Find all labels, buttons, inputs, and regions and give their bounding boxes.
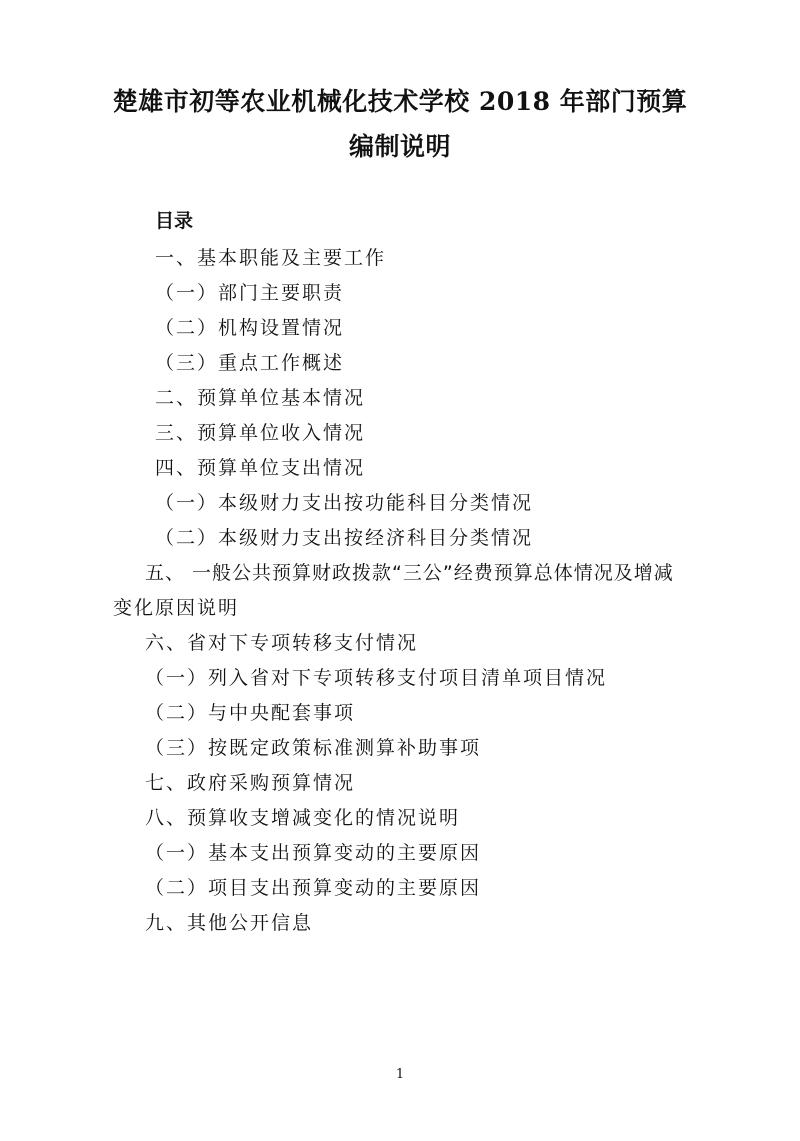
toc-item: （二）机构设置情况 — [155, 317, 345, 339]
toc-item: （三）重点工作概述 — [155, 352, 345, 374]
toc-item: （二）项目支出预算变动的主要原因 — [145, 877, 482, 899]
toc-item: （二）本级财力支出按经济科目分类情况 — [155, 527, 534, 549]
toc-item: 三、预算单位收入情况 — [155, 422, 366, 444]
toc-item: 八、预算收支增减变化的情况说明 — [145, 807, 461, 829]
page-number: 1 — [395, 1067, 405, 1082]
toc-item: （一）列入省对下专项转移支付项目清单项目情况 — [145, 667, 608, 689]
toc-item: 七、政府采购预算情况 — [145, 772, 356, 794]
toc-item: （一）部门主要职责 — [155, 282, 345, 304]
document-title-line-1: 楚雄市初等农业机械化技术学校 2018 年部门预算 — [112, 87, 688, 116]
toc-item: （一）本级财力支出按功能科目分类情况 — [155, 492, 534, 514]
toc-item: （三）按既定政策标准测算补助事项 — [145, 737, 482, 759]
toc-item: 四、预算单位支出情况 — [155, 457, 366, 479]
toc-item-continuation: 变化原因说明 — [113, 597, 240, 619]
toc-item: 二、预算单位基本情况 — [155, 387, 366, 409]
toc-item: （一）基本支出预算变动的主要原因 — [145, 842, 482, 864]
toc-item: （二）与中央配套事项 — [145, 702, 356, 724]
toc-item: 一、基本职能及主要工作 — [155, 247, 387, 269]
toc-heading: 目录 — [155, 210, 194, 232]
toc-item: 五、 一般公共预算财政拨款“三公”经费预算总体情况及增减 — [145, 562, 674, 584]
document-title-line-2: 编制说明 — [348, 132, 451, 161]
toc-item: 六、省对下专项转移支付情况 — [145, 632, 419, 654]
toc-item: 九、其他公开信息 — [145, 912, 314, 934]
